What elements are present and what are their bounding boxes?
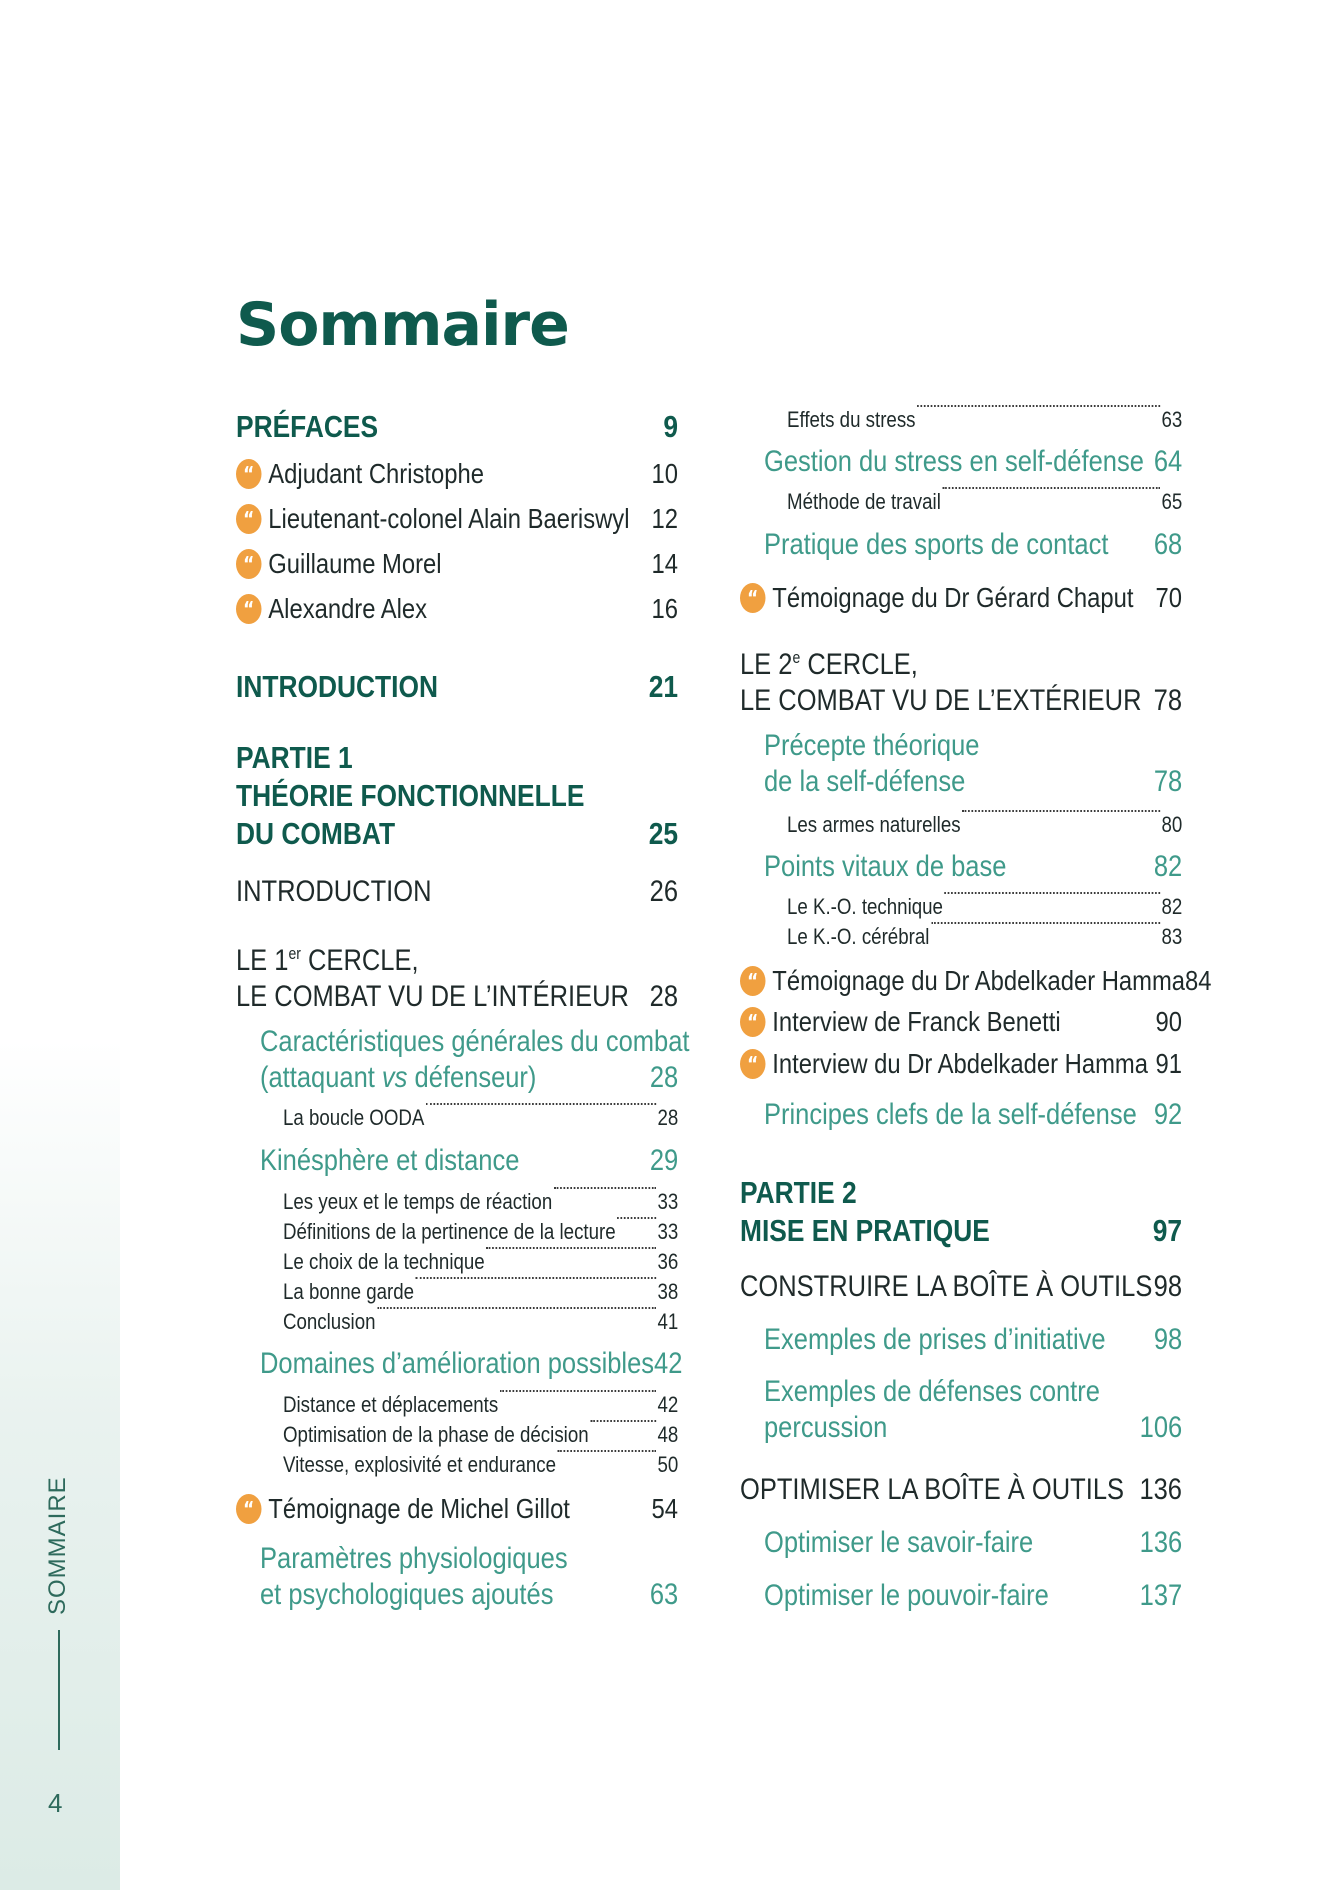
toc-entry-pratique-sports[interactable]: Pratique des sports de contact 68 xyxy=(764,528,1183,561)
toc-entry-partie-1[interactable]: PARTIE 1 THÉORIE FONCTIONNELLE DU COMBAT 25 xyxy=(236,740,678,851)
toc-entry-domaines[interactable]: Domaines d’amélioration possibles 42 xyxy=(260,1347,683,1380)
toc-entry-prefaces[interactable]: PRÉFACES 9 xyxy=(236,409,678,444)
toc-entry-garde[interactable]: La bonne garde 38 xyxy=(283,1279,679,1304)
leader-dots xyxy=(617,1217,655,1219)
quote-icon: “ xyxy=(236,1494,262,1524)
page-title: Sommaire xyxy=(236,290,569,360)
leader-dots xyxy=(377,1307,656,1309)
side-divider xyxy=(58,1630,60,1750)
toc-entry-parametres[interactable]: Paramètres physiologiques et psychologiques ajoutés 63 xyxy=(260,1542,679,1611)
toc-entry-partie-2[interactable]: PARTIE 2 MISE EN PRATIQUE 97 xyxy=(740,1175,1182,1248)
toc-entry-principes[interactable]: Principes clefs de la self-défense 92 xyxy=(764,1098,1183,1131)
quote-icon: “ xyxy=(236,594,262,624)
leader-dots xyxy=(962,810,1159,812)
toc-entry-p1-introduction[interactable]: INTRODUCTION 26 xyxy=(236,875,678,908)
toc-entry-hamma-temoignage[interactable]: “ Témoignage du Dr Abdelkader Hamma 84 xyxy=(740,963,1182,999)
quote-icon: “ xyxy=(236,459,262,489)
toc-entry-points-vitaux[interactable]: Points vitaux de base 82 xyxy=(764,850,1183,883)
leader-dots xyxy=(945,892,1160,894)
toc-entry-ooda[interactable]: La boucle OODA 28 xyxy=(283,1105,679,1130)
toc-entry-choix[interactable]: Le choix de la technique 36 xyxy=(283,1249,679,1274)
quote-icon: “ xyxy=(740,583,766,613)
leader-dots xyxy=(943,487,1160,489)
toc-entry-savoir-faire[interactable]: Optimiser le savoir-faire 136 xyxy=(764,1526,1183,1559)
quote-icon: “ xyxy=(740,1049,766,1079)
toc-entry-precepte[interactable]: Précepte théorique de la self-défense 78 xyxy=(764,729,1183,798)
toc-entry-construire[interactable]: CONSTRUIRE LA BOÎTE À OUTILS 98 xyxy=(740,1270,1182,1303)
toc-entry-methode[interactable]: Méthode de travail 65 xyxy=(787,489,1183,514)
toc-entry-exemples-defenses[interactable]: Exemples de défenses contre percussion 106 xyxy=(764,1375,1183,1444)
toc-entry-distance-deplacements[interactable]: Distance et déplacements 42 xyxy=(283,1392,679,1417)
toc-entry-caracteristiques[interactable]: Caractéristiques générales du combat (attaquant vs défenseur) 28 xyxy=(260,1025,690,1094)
leader-dots xyxy=(931,922,1160,924)
toc-entry-optimiser[interactable]: OPTIMISER LA BOÎTE À OUTILS 136 xyxy=(740,1473,1182,1506)
leader-dots xyxy=(558,1450,656,1452)
quote-icon: “ xyxy=(236,504,262,534)
toc-entry-gillot[interactable]: “ Témoignage de Michel Gillot 54 xyxy=(236,1491,678,1527)
side-label: SOMMAIRE xyxy=(44,1476,71,1615)
leader-dots xyxy=(590,1420,655,1422)
toc-entry-effets-stress[interactable]: Effets du stress 63 xyxy=(787,407,1183,432)
leader-dots xyxy=(426,1103,656,1105)
toc-entry-yeux[interactable]: Les yeux et le temps de réaction 33 xyxy=(283,1189,679,1214)
leader-dots xyxy=(500,1390,656,1392)
toc-entry-cercle-1[interactable]: LE 1er CERCLE, LE COMBAT VU DE L’INTÉRIEUR 28 xyxy=(236,944,678,1013)
toc-entry-preface-4[interactable]: “ Alexandre Alex 16 xyxy=(236,591,678,627)
leader-dots xyxy=(917,405,1160,407)
toc-entry-preface-3[interactable]: “ Guillaume Morel 14 xyxy=(236,546,678,582)
toc-entry-kinesphere[interactable]: Kinésphère et distance 29 xyxy=(260,1144,679,1177)
quote-icon: “ xyxy=(740,966,766,996)
quote-icon: “ xyxy=(740,1007,766,1037)
toc-entry-gestion-stress[interactable]: Gestion du stress en self-défense 64 xyxy=(764,445,1183,478)
toc-entry-armes[interactable]: Les armes naturelles 80 xyxy=(787,812,1183,837)
toc-entry-preface-2[interactable]: “ Lieutenant-colonel Alain Baeriswyl 12 xyxy=(236,501,678,537)
toc-entry-preface-1[interactable]: “ Adjudant Christophe 10 xyxy=(236,456,678,492)
leader-dots xyxy=(486,1247,655,1249)
sidebar xyxy=(0,0,120,1890)
toc-entry-definitions[interactable]: Définitions de la pertinence de la lecture 33 xyxy=(283,1219,679,1244)
toc-entry-chaput[interactable]: “ Témoignage du Dr Gérard Chaput 70 xyxy=(740,580,1182,616)
toc-entry-pouvoir-faire[interactable]: Optimiser le pouvoir-faire 137 xyxy=(764,1579,1183,1612)
toc-entry-benetti[interactable]: “ Interview de Franck Benetti 90 xyxy=(740,1004,1182,1040)
quote-icon: “ xyxy=(236,549,262,579)
leader-dots xyxy=(416,1277,656,1279)
page-number: 4 xyxy=(48,1788,63,1818)
toc-entry-cercle-2[interactable]: LE 2e CERCLE, LE COMBAT VU DE L’EXTÉRIEUR 78 xyxy=(740,648,1182,717)
toc-entry-conclusion[interactable]: Conclusion 41 xyxy=(283,1309,679,1334)
toc-entry-hamma-interview[interactable]: “ Interview du Dr Abdelkader Hamma 91 xyxy=(740,1046,1182,1082)
toc-entry-ko-cerebral[interactable]: Le K.-O. cérébral 83 xyxy=(787,924,1183,949)
toc-entry-ko-technique[interactable]: Le K.-O. technique 82 xyxy=(787,894,1183,919)
toc-entry-vitesse[interactable]: Vitesse, explosivité et endurance 50 xyxy=(283,1452,679,1477)
toc-entry-exemples-prises[interactable]: Exemples de prises d’initiative 98 xyxy=(764,1323,1183,1356)
toc-entry-introduction[interactable]: INTRODUCTION 21 xyxy=(236,669,678,704)
leader-dots xyxy=(554,1187,656,1189)
toc-entry-optimisation[interactable]: Optimisation de la phase de décision 48 xyxy=(283,1422,679,1447)
